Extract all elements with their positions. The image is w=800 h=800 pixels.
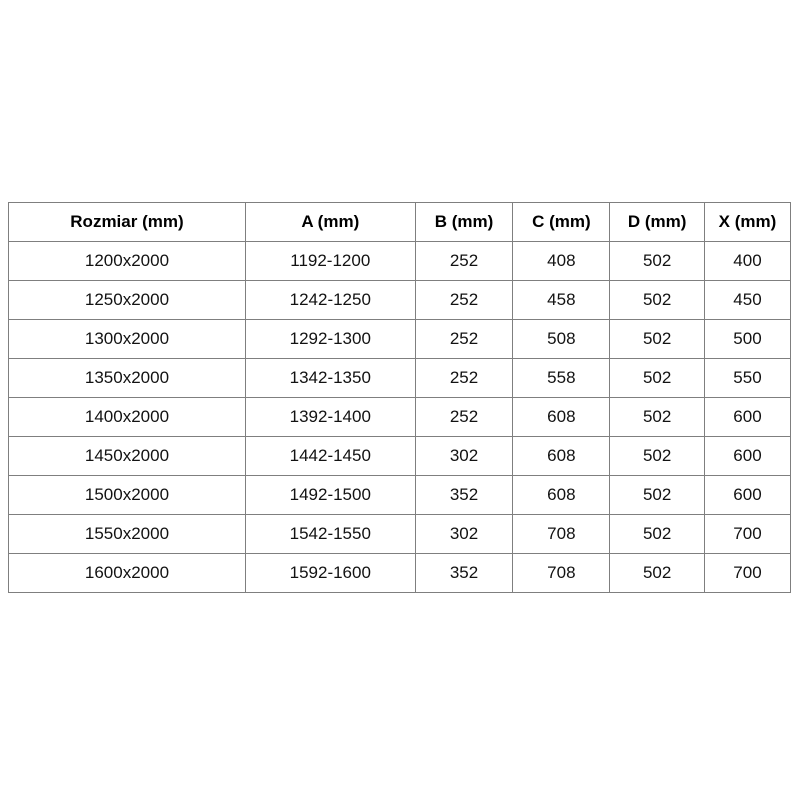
cell-d: 502 — [610, 476, 705, 515]
table-row — [9, 320, 791, 359]
cell-a: 1592-1600 — [245, 554, 415, 593]
col-header-d: D (mm) — [610, 203, 705, 242]
cell-b: 302 — [415, 515, 513, 554]
table-row — [9, 359, 791, 398]
cell-d: 502 — [610, 359, 705, 398]
cell-a: 1492-1500 — [245, 476, 415, 515]
cell-c: 608 — [513, 398, 610, 437]
cell-x: 600 — [704, 437, 790, 476]
cell-a: 1442-1450 — [245, 437, 415, 476]
cell-rozmiar: 1400x2000 — [9, 398, 246, 437]
table-row — [9, 242, 791, 281]
cell-d: 502 — [610, 242, 705, 281]
cell-b: 252 — [415, 242, 513, 281]
table-header-row — [9, 203, 791, 242]
cell-c: 458 — [513, 281, 610, 320]
cell-rozmiar: 1450x2000 — [9, 437, 246, 476]
cell-x: 600 — [704, 476, 790, 515]
cell-b: 302 — [415, 437, 513, 476]
cell-a: 1292-1300 — [245, 320, 415, 359]
cell-b: 252 — [415, 281, 513, 320]
cell-c: 708 — [513, 515, 610, 554]
cell-b: 252 — [415, 320, 513, 359]
cell-x: 450 — [704, 281, 790, 320]
cell-x: 500 — [704, 320, 790, 359]
table-row — [9, 437, 791, 476]
cell-d: 502 — [610, 515, 705, 554]
table-row — [9, 476, 791, 515]
col-header-x: X (mm) — [704, 203, 790, 242]
cell-d: 502 — [610, 554, 705, 593]
cell-rozmiar: 1600x2000 — [9, 554, 246, 593]
cell-d: 502 — [610, 398, 705, 437]
cell-b: 352 — [415, 476, 513, 515]
cell-c: 508 — [513, 320, 610, 359]
cell-rozmiar: 1250x2000 — [9, 281, 246, 320]
cell-a: 1242-1250 — [245, 281, 415, 320]
cell-x: 400 — [704, 242, 790, 281]
cell-rozmiar: 1500x2000 — [9, 476, 246, 515]
cell-rozmiar: 1300x2000 — [9, 320, 246, 359]
dimensions-table — [8, 202, 791, 593]
table-row — [9, 398, 791, 437]
cell-rozmiar: 1200x2000 — [9, 242, 246, 281]
cell-c: 608 — [513, 476, 610, 515]
col-header-rozmiar: Rozmiar (mm) — [9, 203, 246, 242]
col-header-b: B (mm) — [415, 203, 513, 242]
table-row — [9, 554, 791, 593]
cell-c: 558 — [513, 359, 610, 398]
cell-a: 1342-1350 — [245, 359, 415, 398]
cell-c: 708 — [513, 554, 610, 593]
col-header-a: A (mm) — [245, 203, 415, 242]
dimensions-table-container — [8, 202, 791, 593]
cell-a: 1542-1550 — [245, 515, 415, 554]
cell-b: 252 — [415, 398, 513, 437]
cell-x: 700 — [704, 554, 790, 593]
cell-x: 550 — [704, 359, 790, 398]
table-row — [9, 281, 791, 320]
cell-c: 608 — [513, 437, 610, 476]
cell-x: 700 — [704, 515, 790, 554]
col-header-c: C (mm) — [513, 203, 610, 242]
cell-a: 1392-1400 — [245, 398, 415, 437]
cell-b: 352 — [415, 554, 513, 593]
cell-a: 1192-1200 — [245, 242, 415, 281]
cell-rozmiar: 1350x2000 — [9, 359, 246, 398]
cell-d: 502 — [610, 320, 705, 359]
cell-d: 502 — [610, 281, 705, 320]
table-row — [9, 515, 791, 554]
cell-x: 600 — [704, 398, 790, 437]
cell-c: 408 — [513, 242, 610, 281]
cell-rozmiar: 1550x2000 — [9, 515, 246, 554]
cell-d: 502 — [610, 437, 705, 476]
cell-b: 252 — [415, 359, 513, 398]
